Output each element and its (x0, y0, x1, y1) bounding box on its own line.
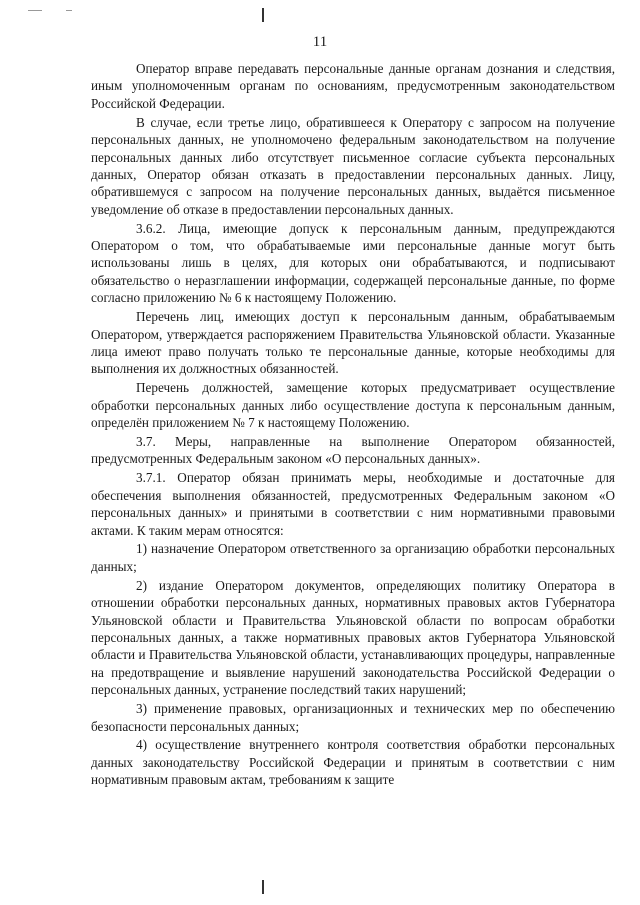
binding-mark-top (262, 8, 264, 22)
list-item: 3) применение правовых, организационных и технических мер по обеспечению безопасности персональных данных; (91, 701, 615, 734)
page-number: 11 (312, 34, 328, 50)
paragraph: 3.6.2. Лица, имеющие допуск к персональным данным, предупреждаются Оператором о том, что обрабатываемые ими персональные данные могут быть использованы лишь в целях, для которых они обрабатываются, и подписывают обязательство о неразглашении информации, содержащей персональные данные, по форме согласно приложению № 6 к настоящему Положению. (91, 220, 615, 306)
list-item: 4) осуществление внутреннего контроля соответствия обработки персональных данных законодательству Российской Федерации и принятым в соответствии с ним нормативным правовым актам, требованиям к защите (91, 737, 615, 788)
paragraph: В случае, если третье лицо, обратившееся к Оператору с запросом на получение персональных данных, не уполномочено федеральным законодательством на получение персональных данных либо отсутствует письменное согласие субъекта персональных данных, Оператор обязан отказать в предоставлении персональных данных. Лицу, обратившемуся с запросом на получение персональных данных, выдаётся письменное уведомление об отказе в предоставлении персональных данных. (91, 114, 615, 217)
scan-speck (28, 10, 42, 11)
list-item: 2) издание Оператором документов, определяющих политику Оператора в отношении обработки персональных данных, нормативных правовых актов Губернатора Ульяновской области и Правительства Ульяновской области по вопросам обработки персональных данных, а также нормативных правовых актов Губернатора Ульяновской области и Правительства Ульяновской области, устанавливающих процедуры, направленные на предотвращение и выявление нарушений законодательства Российской Федерации о персональных данных, устранение последствий таких нарушений; (91, 577, 615, 698)
paragraph: Перечень должностей, замещение которых предусматривает осуществление обработки персональных данных либо осуществление доступа к персональным данным, определён приложением № 7 к настоящему Положению. (91, 380, 615, 431)
scan-speck (66, 10, 72, 11)
document-body (91, 60, 615, 790)
list-item: 1) назначение Оператором ответственного за организацию обработки персональных данных; (91, 541, 615, 574)
paragraph: 3.7. Меры, направленные на выполнение Оператором обязанностей, предусмотренных Федеральным законом «О персональных данных». (91, 434, 615, 467)
paragraph: 3.7.1. Оператор обязан принимать меры, необходимые и достаточные для обеспечения выполнения обязанностей, предусмотренных Федеральным законом «О персональных данных» и принятыми в соответствии с ним нормативными правовыми актами. К таким мерам относятся: (91, 470, 615, 538)
paragraph: Оператор вправе передавать персональные данные органам дознания и следствия, иным уполномоченным органам по основаниям, предусмотренным законодательством Российской Федерации. (91, 61, 615, 111)
paragraph: Перечень лиц, имеющих доступ к персональным данным, обрабатываемым Оператором, утверждается распоряжением Правительства Ульяновской области. Указанные лица имеют право получать только те персональные данные, которые необходимы для выполнения их должностных обязанностей. (91, 309, 615, 377)
binding-mark-bottom (262, 880, 264, 894)
